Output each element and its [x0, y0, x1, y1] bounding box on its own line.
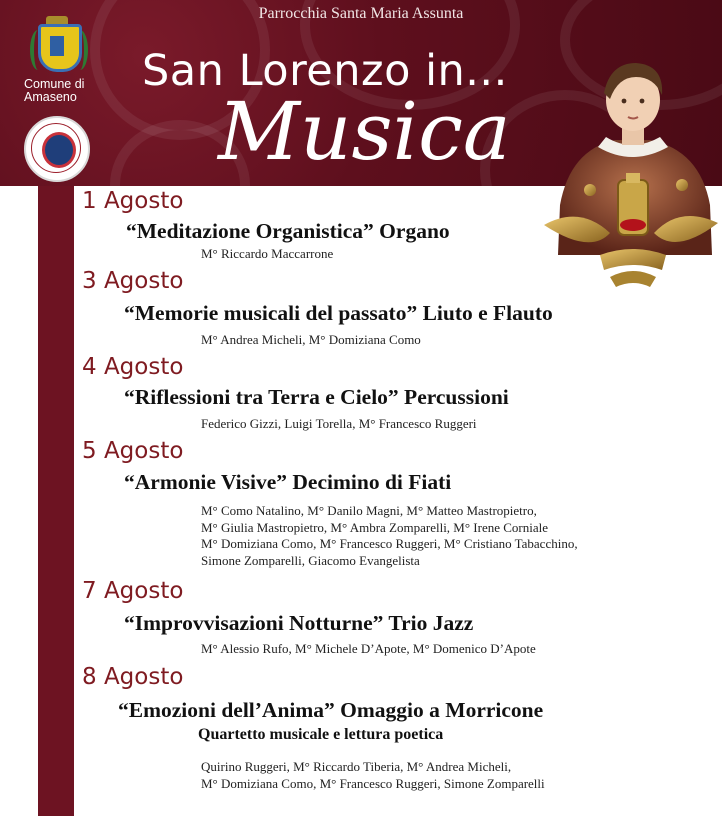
event-date: 3 Agosto	[82, 268, 184, 294]
left-accent-bar	[38, 186, 74, 816]
performer-line: M° Andrea Micheli, M° Domiziana Como	[201, 332, 421, 347]
event-performers	[201, 641, 536, 658]
event-title: “Riflessioni tra Terra e Cielo” Percussioni	[124, 385, 509, 409]
comune-crest-logo	[28, 12, 86, 76]
event-performers	[201, 246, 333, 263]
title-line-2: Musica	[218, 85, 511, 178]
parish-seal-logo	[24, 116, 90, 182]
event-performers	[201, 759, 545, 792]
event-subtitle: Quartetto musicale e lettura poetica	[198, 726, 444, 743]
performer-line: M° Riccardo Maccarrone	[201, 246, 334, 261]
title-line-1: San Lorenzo in...	[142, 46, 508, 96]
event-title: “Improvvisazioni Notturne” Trio Jazz	[124, 611, 474, 635]
event-date: 8 Agosto	[82, 664, 184, 690]
saint-lorenzo-statue-image	[540, 55, 722, 295]
performer-line: Federico Gizzi, Luigi Torella, M° Francesco Ruggeri	[201, 416, 477, 431]
performer-line: M° Domiziana Como, M° Francesco Ruggeri, Simone Zomparelli	[201, 775, 545, 791]
performer-line: Quirino Ruggeri, M° Riccardo Tiberia, M° Andrea Micheli,	[201, 759, 512, 774]
event-title: “Meditazione Organistica” Organo	[126, 219, 450, 243]
event-date: 4 Agosto	[82, 354, 184, 380]
event-performers	[201, 416, 477, 433]
event-title: “Armonie Visive” Decimino di Fiati	[124, 470, 452, 494]
performer-line: Simone Zomparelli, Giacomo Evangelista	[201, 552, 420, 568]
comune-label-line1: Comune di	[24, 77, 85, 91]
event-date: 1 Agosto	[82, 188, 184, 214]
event-date: 5 Agosto	[82, 438, 184, 464]
event-date: 7 Agosto	[82, 578, 184, 604]
event-title: “Memorie musicali del passato” Liuto e Flauto	[124, 301, 553, 325]
performer-line: M° Domiziana Como, M° Francesco Ruggeri, M° Cristiano Tabacchino,	[201, 536, 578, 552]
performer-line: M° Como Natalino, M° Danilo Magni, M° Matteo Mastropietro,	[201, 503, 537, 518]
event-performers	[201, 503, 578, 569]
performer-line: M° Alessio Rufo, M° Michele D’Apote, M° Domenico D’Apote	[201, 641, 536, 656]
event-title: “Emozioni dell’Anima” Omaggio a Morricone	[118, 698, 544, 722]
comune-label-line2: Amaseno	[24, 90, 77, 104]
parish-name: Parrocchia Santa Maria Assunta	[258, 5, 464, 22]
comune-label	[24, 78, 94, 104]
performer-line: M° Giulia Mastropietro, M° Ambra Zomparelli, M° Irene Corniale	[201, 519, 549, 535]
event-performers	[201, 332, 421, 349]
